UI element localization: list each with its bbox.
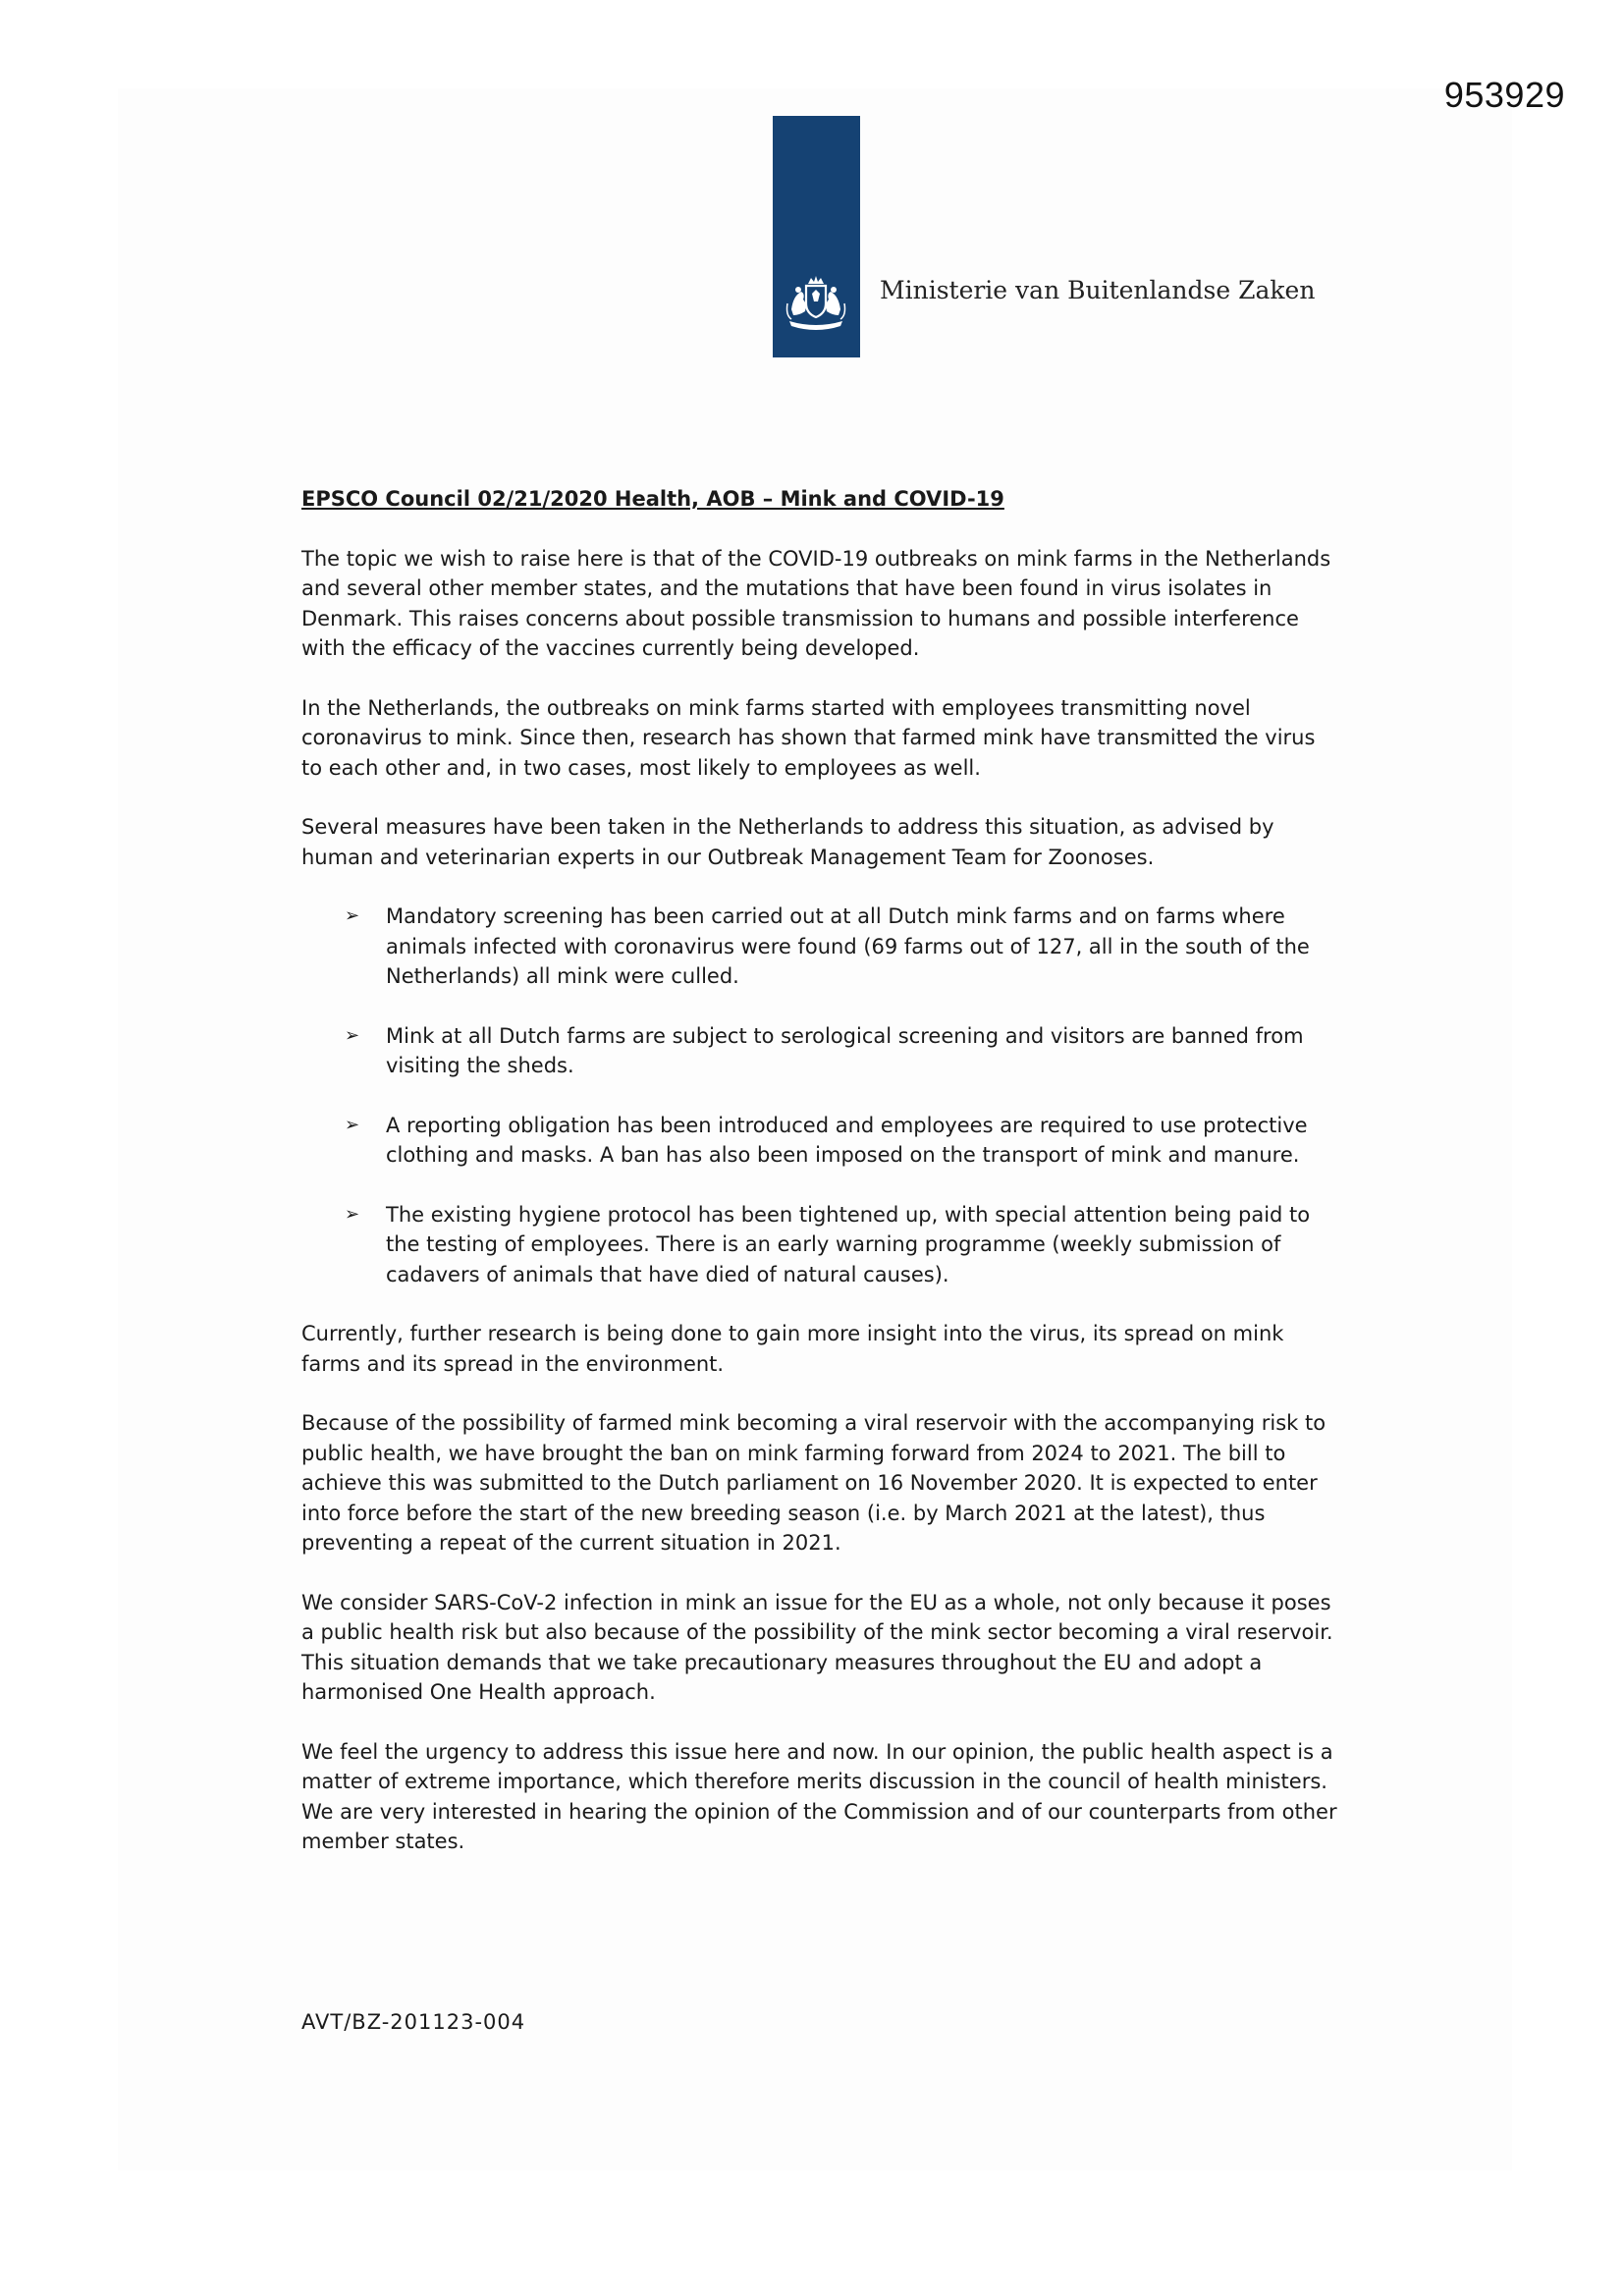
list-item: [301, 1021, 1342, 1081]
arrowhead-bullet-icon: ➢: [345, 1203, 360, 1225]
ministry-name: Ministerie van Buitenlandse Zaken: [880, 276, 1316, 304]
list-item: [301, 1200, 1342, 1290]
footer-reference: AVT/BZ-201123-004: [301, 2010, 526, 2034]
ministry-logo-bar: [773, 116, 860, 357]
paragraph: In the Netherlands, the outbreaks on mink farms started with employees transmitting novel coronavirus to mink. Since then, research has shown that farmed mink have transmitted the virus to each other and, in two cases, most likely to employees as well.: [301, 695, 1316, 780]
list-item: [301, 902, 1342, 992]
arrowhead-bullet-icon: ➢: [345, 1114, 360, 1135]
paragraph: Currently, further research is being done to gain more insight into the virus, its spread on mink farms and its spread in the environment.: [301, 1322, 1284, 1376]
document-number: 953929: [1443, 75, 1565, 115]
list-item-text: Mink at all Dutch farms are subject to serological screening and visitors are banned from visiting the sheds.: [386, 1023, 1304, 1077]
list-item-text: Mandatory screening has been carried out at all Dutch mink farms and on farms where animals infected with coronavirus were found (69 farms out of 127, all in the south of the Netherlands) all mink were culled.: [386, 904, 1310, 988]
list-item-text: A reporting obligation has been introduced and employees are required to use protective clothing and masks. A ban has also been imposed on the transport of mink and manure.: [386, 1113, 1308, 1167]
paragraph: We feel the urgency to address this issue here and now. In our opinion, the public health aspect is a matter of extreme importance, which therefore merits discussion in the council of health ministers. We are very interested in hearing the opinion of the Commission and of our counterparts from other member states.: [301, 1739, 1337, 1853]
arrowhead-bullet-icon: ➢: [345, 905, 360, 926]
arrowhead-bullet-icon: ➢: [345, 1024, 360, 1046]
royal-crest-icon: [782, 270, 850, 339]
paragraph: Several measures have been taken in the Netherlands to address this situation, as advised by human and veterinarian experts in our Outbreak Management Team for Zoonoses.: [301, 815, 1274, 869]
list-item: [301, 1111, 1342, 1171]
measures-list: [301, 902, 1342, 1289]
document-title: EPSCO Council 02/21/2020 Health, AOB – Mink and COVID-19: [301, 487, 1004, 511]
paragraph: The topic we wish to raise here is that of the COVID-19 outbreaks on mink farms in the Netherlands and several other member states, and the mutations that have been found in virus isolates in Denmark. This raises concerns about possible transmission to humans and possible interference with the efficacy of the vaccines currently being developed.: [301, 546, 1331, 660]
paragraph: Because of the possibility of farmed mink becoming a viral reservoir with the accompanying risk to public health, we have brought the ban on mink farming forward from 2024 to 2021. The bill to achieve this was submitted to the Dutch parliament on 16 November 2020. It is expected to enter into force before the start of the new breeding season (i.e. by March 2021 at the latest), thus preventing a repeat of the current situation in 2021.: [301, 1411, 1326, 1555]
paragraph: We consider SARS-CoV-2 infection in mink an issue for the EU as a whole, not only because it poses a public health risk but also because of the possibility of the mink sector becoming a viral reservoir. This situation demands that we take precautionary measures throughout the EU and adopt a harmonised One Health approach.: [301, 1590, 1333, 1704]
document-body: [301, 484, 1342, 1886]
list-item-text: The existing hygiene protocol has been tightened up, with special attention being paid to the testing of employees. There is an early warning programme (weekly submission of cadavers of animals that have died of natural causes).: [386, 1202, 1311, 1286]
